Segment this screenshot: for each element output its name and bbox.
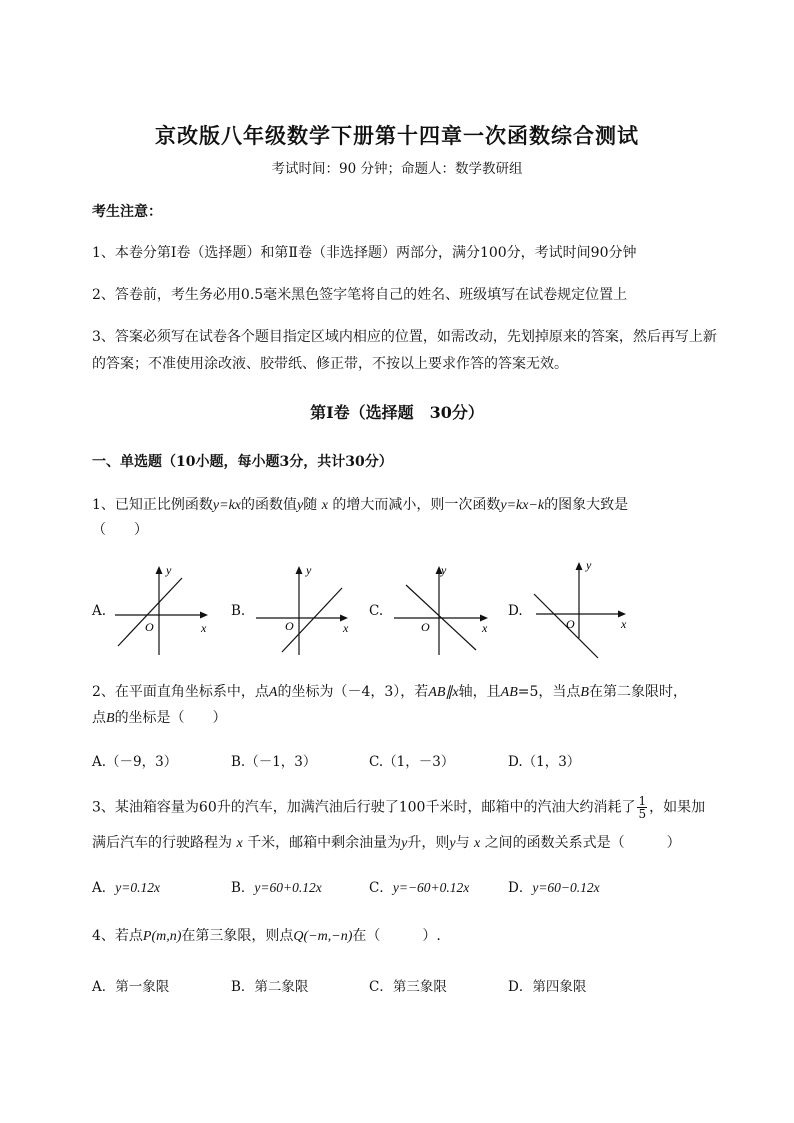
- q2-option-a: A.（－9，3）: [92, 754, 178, 770]
- q3-option-a: [92, 876, 160, 896]
- q3-text-2: ，如果加: [649, 799, 706, 816]
- q2-expr-2: AB∥x: [428, 685, 459, 700]
- question-2-text-cont: [92, 707, 227, 727]
- q4-option-b: B．第二象限: [231, 979, 309, 995]
- q3-option-d-label: D．: [508, 880, 533, 896]
- q3-option-d: [508, 876, 600, 896]
- q3-fraction-numerator: 1: [638, 794, 647, 808]
- question-3-text: [92, 795, 705, 820]
- notice-item-1: 1、本卷分第Ⅰ卷（选择题）和第Ⅱ卷（非选择题）两部分，满分100分，考试时间90分钟: [92, 245, 637, 261]
- q3-text-7: 之间的函数关系式是（ ）: [484, 835, 681, 851]
- q2-text-4: =5，当点: [517, 684, 581, 700]
- notice-item-2: 2、答卷前，考生务必用0.5毫米黑色签字笔将自己的姓名、班级填写在试卷规定位置上: [92, 287, 628, 303]
- q4-option-a: A．第一象限: [92, 979, 170, 995]
- section-title: 第Ⅰ卷（选择题 30分）: [310, 403, 484, 422]
- q3-option-c-expr: y=−60+0.12x: [392, 880, 470, 895]
- q2-expr-6: B: [106, 711, 115, 726]
- q1-expr-3: x: [321, 498, 328, 513]
- notice-item-3-cont: 的答案；不准使用涂改液、胶带纸、修正带，不按以上要求作答的答案无效。: [92, 356, 568, 372]
- page-title: 京改版八年级数学下册第十四章一次函数综合测试: [155, 123, 639, 148]
- graph-d-y-label: y: [586, 558, 592, 572]
- q3-text-6: 与: [455, 835, 470, 851]
- q3-expr-5: y: [449, 836, 456, 851]
- q2-text-7: 的坐标是（ ）: [114, 710, 227, 726]
- q3-expr-6: x: [474, 836, 481, 851]
- q3-fraction: [637, 795, 647, 820]
- q3-text-1: 3、某油箱容量为60升的汽车，加满汽油后行驶了100千米时，邮箱中的汽油大约消耗了: [92, 799, 636, 816]
- q3-expr-3: x: [236, 836, 243, 851]
- question-4-text: [92, 925, 441, 945]
- q3-option-a-expr: y=0.12x: [115, 880, 160, 895]
- q2-text-2: 的坐标为（－4，3），若: [277, 684, 429, 700]
- q1-answer-blank: （ ）: [92, 522, 148, 538]
- q1-text-2: 的函数值: [241, 497, 298, 513]
- q1-option-d-label: D.: [508, 603, 523, 619]
- q3-option-b-expr: y=60+0.12x: [254, 880, 322, 895]
- q1-expr-2: y: [297, 498, 304, 513]
- q1-text-3: 随: [303, 497, 318, 513]
- graph-d-origin-label: O: [566, 617, 575, 631]
- q1-expr-4: y=kx−k: [500, 498, 545, 513]
- q3-text-3: 满后汽车的行驶路程为: [92, 835, 232, 851]
- q4-text-2: 在第三象限，则点: [181, 928, 294, 944]
- q1-graph-b: [250, 560, 360, 660]
- graph-a-x-label: x: [201, 621, 207, 635]
- notice-item-3: 3、答案必须写在试卷各个题目指定区域内相应的位置，如需改动，先划掉原来的答案，然后再写上新: [92, 329, 717, 345]
- q2-option-d: D.（1，3）: [508, 754, 581, 770]
- graph-a-origin-label: O: [145, 620, 154, 634]
- q4-text-3: 在（ ）.: [352, 928, 441, 944]
- q1-text-1: 1、已知正比例函数: [92, 497, 213, 513]
- q2-option-b: B.（－1，3）: [231, 754, 317, 770]
- q1-graph-d: [528, 556, 638, 662]
- q3-option-c-label: C．: [369, 880, 393, 896]
- graph-c-y-label: y: [441, 563, 447, 577]
- q2-text-1: 2、在平面直角坐标系中，点: [92, 684, 269, 700]
- q1-graph-c: [390, 560, 500, 660]
- q1-text-4: 的增大而减小，则一次函数: [332, 497, 501, 513]
- q3-text-4: 千米，邮箱中剩余油量为: [247, 835, 402, 851]
- part-heading: 一、单选题（10小题，每小题3分，共计30分）: [92, 454, 393, 470]
- q2-text-3: 轴，且: [458, 684, 501, 700]
- graph-a-y-label: y: [166, 563, 172, 577]
- q3-option-b: [231, 876, 322, 896]
- graph-b-y-label: y: [306, 563, 312, 577]
- question-1-text: [92, 494, 628, 514]
- q3-expr-4: y: [401, 836, 408, 851]
- q4-text-1: 4、若点: [92, 928, 143, 944]
- q2-text-5: 在第二象限时，: [588, 684, 687, 700]
- q2-option-c: C.（1，－3）: [369, 754, 455, 770]
- q3-option-b-label: B．: [231, 880, 255, 896]
- q1-option-b-label: B.: [231, 603, 246, 619]
- q4-expr-1: P(m,n): [142, 929, 182, 944]
- notice-heading: 考生注意：: [92, 204, 162, 220]
- q4-option-c: C．第三象限: [369, 979, 447, 995]
- q3-text-5: 升，则: [407, 835, 450, 851]
- q1-option-a-label: A.: [92, 603, 107, 619]
- question-2-text: [92, 681, 687, 701]
- q3-option-a-label: A．: [92, 880, 116, 896]
- question-3-text-cont: [92, 832, 681, 852]
- q3-option-c: [369, 876, 469, 896]
- q2-expr-4: B: [580, 685, 589, 700]
- q4-option-d: D．第四象限: [508, 979, 587, 995]
- q1-graph-a: [110, 560, 220, 660]
- q1-expr-1: y=kx: [212, 498, 242, 513]
- q2-text-6: 点: [92, 710, 106, 726]
- q3-fraction-denominator: 5: [638, 807, 647, 821]
- q1-text-5: 的图象大致是: [544, 497, 629, 513]
- graph-c-x-label: x: [482, 621, 488, 635]
- q3-option-d-expr: y=60−0.12x: [532, 880, 600, 895]
- graph-c-origin-label: O: [421, 620, 430, 634]
- graph-b-x-label: x: [343, 621, 349, 635]
- graph-b-origin-label: O: [285, 619, 294, 633]
- q4-expr-2: Q(−m,−n): [293, 929, 353, 944]
- exam-subtitle: 考试时间：90 分钟；命题人：数学教研组: [271, 161, 523, 177]
- graph-d-x-label: x: [621, 617, 627, 631]
- q2-expr-3: AB: [500, 685, 518, 700]
- q2-expr-1: A: [268, 685, 278, 700]
- q1-option-c-label: C.: [369, 603, 384, 619]
